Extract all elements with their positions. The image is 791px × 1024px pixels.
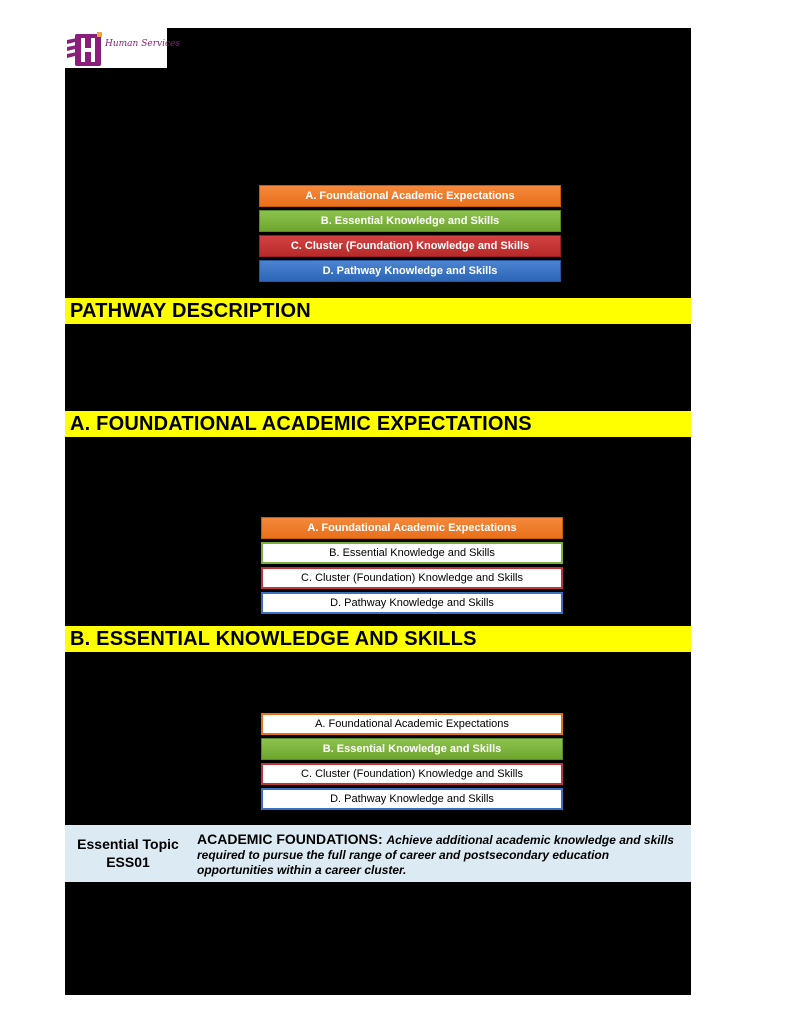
nav-essential-knowledge[interactable]: B. Essential Knowledge and Skills [261,738,563,760]
nav-cluster-knowledge[interactable]: C. Cluster (Foundation) Knowledge and Skills [259,235,561,257]
pathway-description-heading: PATHWAY DESCRIPTION [65,298,691,324]
essential-topic-box [65,825,691,882]
nav-pathway-knowledge[interactable]: D. Pathway Knowledge and Skills [259,260,561,282]
nav-essential-knowledge[interactable]: B. Essential Knowledge and Skills [259,210,561,232]
nav-foundational-academic[interactable]: A. Foundational Academic Expectations [261,713,563,735]
topic-text [197,832,687,878]
nav-group-foundational [261,517,563,616]
essential-knowledge-heading: B. ESSENTIAL KNOWLEDGE AND SKILLS [65,626,691,652]
nav-group-essential [261,713,563,812]
nav-cluster-knowledge[interactable]: C. Cluster (Foundation) Knowledge and Skills [261,567,563,589]
logo-text: Human Services [105,39,180,49]
topic-description: Achieve additional academic knowledge and skills required to pursue the full range of career and postsecondary education opportunities within a career cluster. [197,833,674,877]
nav-group-top [259,185,561,284]
nav-cluster-knowledge[interactable]: C. Cluster (Foundation) Knowledge and Skills [261,763,563,785]
logo-icon [65,28,109,68]
topic-code: ESS01 [106,854,150,870]
nav-pathway-knowledge[interactable]: D. Pathway Knowledge and Skills [261,788,563,810]
nav-foundational-academic[interactable]: A. Foundational Academic Expectations [259,185,561,207]
topic-label-text: Essential Topic [77,836,179,852]
nav-essential-knowledge[interactable]: B. Essential Knowledge and Skills [261,542,563,564]
topic-title: ACADEMIC FOUNDATIONS: [197,831,387,847]
nav-pathway-knowledge[interactable]: D. Pathway Knowledge and Skills [261,592,563,614]
topic-label [65,835,191,871]
foundational-academic-heading: A. FOUNDATIONAL ACADEMIC EXPECTATIONS [65,411,691,437]
human-services-logo [65,28,180,68]
nav-foundational-academic[interactable]: A. Foundational Academic Expectations [261,517,563,539]
